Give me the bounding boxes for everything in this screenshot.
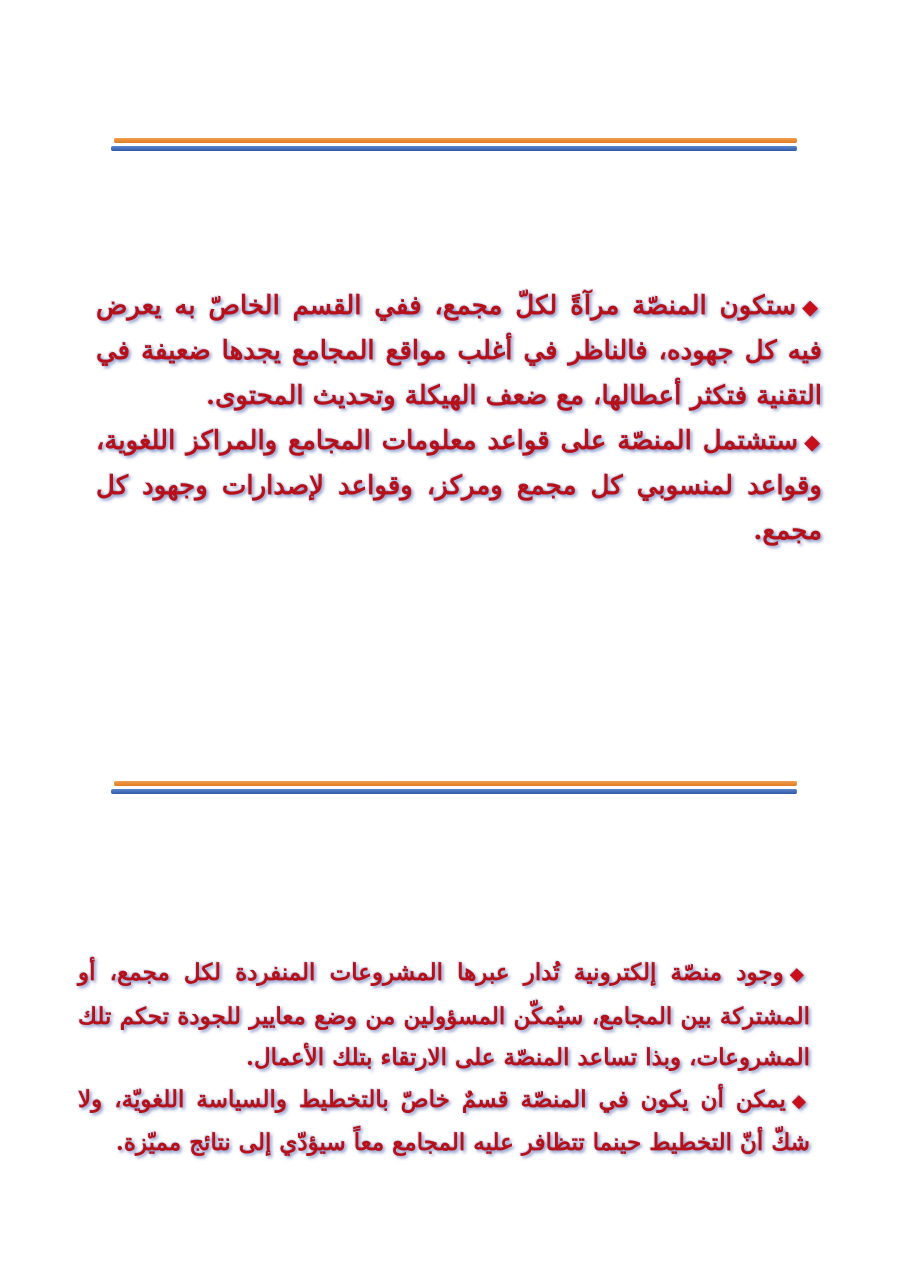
diamond-bullet-icon: ◆	[804, 429, 822, 454]
diamond-bullet-icon: ◆	[791, 1090, 810, 1112]
divider-top	[111, 138, 797, 150]
diamond-bullet-icon: ◆	[802, 294, 822, 319]
section-1-text	[96, 284, 822, 554]
divider-top-orange-line	[114, 138, 797, 143]
section-1-paragraph-2: ◆ستشتمل المنصّة على قواعد معلومات المجامع والمراكز اللغوية، وقواعد لمنسوبي كل مجمع ومركز، وقواعد لإصدارات وجهود كل مجمع.	[96, 426, 822, 546]
divider-top-blue-line	[111, 146, 797, 151]
section-1-paragraph-1: ◆ستكون المنصّة مرآةً لكلّ مجمع، ففي القسم الخاصّ به يعرض فيه كل جهوده، فالناظر في أغلب مواقع المجامع يجدها ضعيفة في التقنية فتكثر أعطالها، مع ضعف الهيكلة وتحديث المحتوى.	[96, 291, 822, 411]
divider-middle	[111, 781, 797, 793]
section-2-text	[78, 952, 810, 1164]
divider-middle-orange-line	[114, 781, 797, 786]
section-2-paragraph-2: ◆يمكن أن يكون في المنصّة قسمٌ خاصّ بالتخطيط والسياسة اللغويّة، ولا شكّ أنّ التخطيط حينما تتظافر عليه المجامع معاً سيؤدّي إلى نتائج مميّزة.	[78, 1085, 810, 1156]
section-2-paragraph-1: ◆وجود منصّة إلكترونية تُدار عبرها المشروعات المنفردة لكل مجمع، أو المشتركة بين المجامع، سيُمكّن المسؤولين من وضع معايير للجودة تحكم تلك المشروعات، وبذا تساعد المنصّة على الارتقاء بتلك الأعمال.	[78, 959, 810, 1071]
diamond-bullet-icon: ◆	[789, 964, 810, 985]
divider-middle-blue-line	[111, 789, 797, 794]
